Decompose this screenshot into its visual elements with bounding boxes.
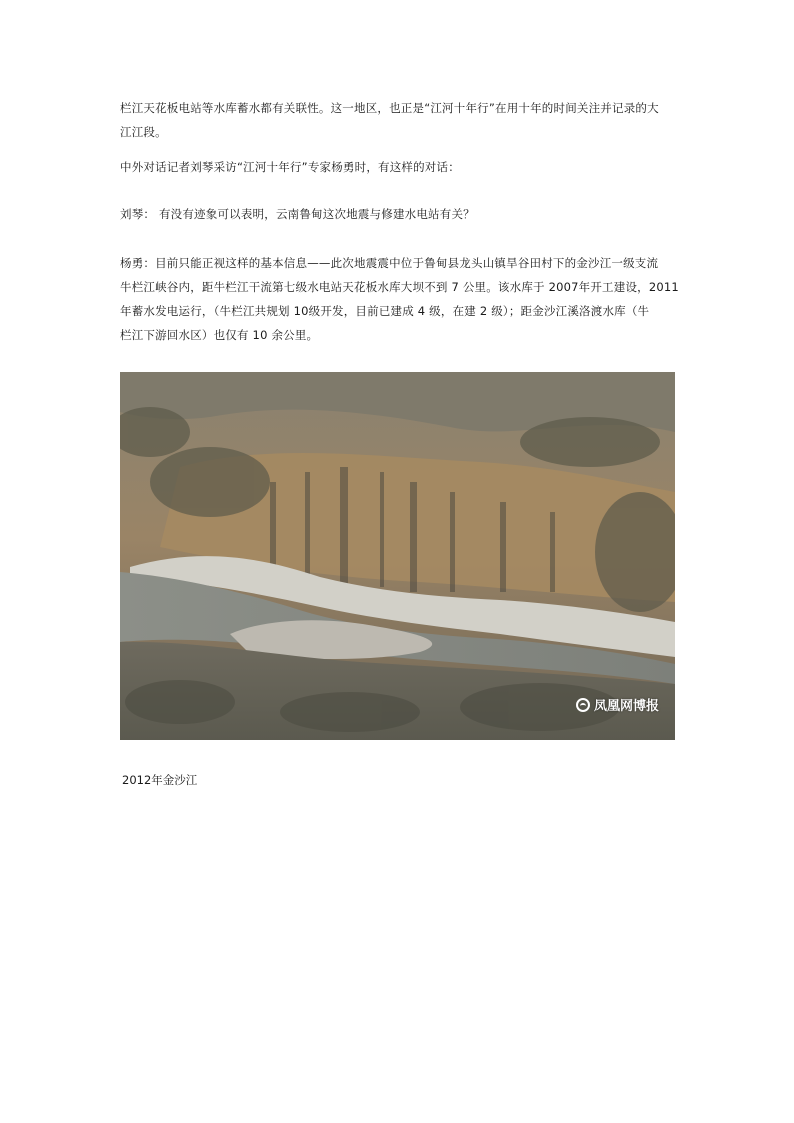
photo-caption: 2012年金沙江 <box>122 773 198 787</box>
text-line: 杨勇：目前只能正视这样的基本信息——此次地震震中位于鲁甸县龙头山镇旱谷田村下的金沙江一级支流 <box>120 256 659 270</box>
text-line: 牛栏江峡谷内，距牛栏江干流第七级水电站天花板水库大坝不到 7 公里。该水库于 2007年开工建设，2011 <box>120 280 679 294</box>
paragraph-intro <box>120 96 680 144</box>
text-line: 栏江天花板电站等水库蓄水都有关联性。这一地区，也正是“江河十年行”在用十年的时间关注并记录的大 <box>120 101 659 115</box>
river-gorge-photo <box>120 372 675 740</box>
text-line: 栏江下游回水区）也仅有 10 余公里。 <box>120 328 319 342</box>
watermark-text: 凤凰网博报 <box>593 699 659 714</box>
ifeng-logo-icon <box>576 698 590 712</box>
photo-watermark <box>576 695 659 714</box>
text-line: 中外对话记者刘琴采访“江河十年行”专家杨勇时，有这样的对话： <box>120 160 460 174</box>
paragraph-interview-intro <box>120 155 680 179</box>
paragraph-answer <box>120 251 680 347</box>
photo-illustration <box>120 372 675 740</box>
text-line: 年蓄水发电运行，（牛栏江共规划 10级开发，目前已建成 4 级，在建 2 级）；距金沙江溪洛渡水库（牛 <box>120 304 650 318</box>
paragraph-question <box>120 202 680 226</box>
text-line: 江江段。 <box>120 125 167 139</box>
text-line: 刘琴： 有没有迹象可以表明，云南鲁甸这次地震与修建水电站有关？ <box>120 207 475 221</box>
